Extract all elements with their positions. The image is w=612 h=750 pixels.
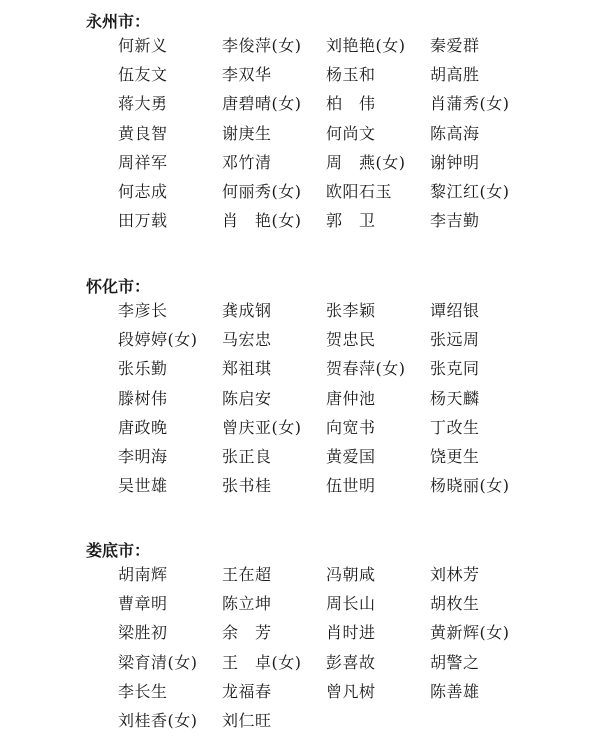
name-entry: 曾庆亚(女) — [222, 417, 302, 437]
section-title: 娄底市： — [86, 541, 151, 560]
name-entry: 何志成 — [118, 181, 168, 201]
name-entry: 张书桂 — [222, 476, 272, 496]
name-entry: 滕树伟 — [118, 388, 168, 408]
name-entry: 伍世明 — [326, 476, 376, 496]
name-entry: 张远周 — [430, 330, 480, 350]
name-entry: 陈启安 — [222, 388, 272, 408]
name-entry: 曹章明 — [118, 594, 168, 614]
name-entry: 蒋大勇 — [118, 94, 168, 114]
name-entry: 杨天麟 — [430, 388, 480, 408]
name-entry: 王在超 — [222, 565, 272, 584]
name-entry: 余 芳 — [222, 623, 272, 643]
section-title: 永州市： — [86, 12, 151, 31]
name-entry: 田万载 — [118, 211, 168, 231]
name-entry: 刘艳艳(女) — [326, 36, 406, 55]
name-entry: 张李颖 — [326, 301, 376, 320]
name-entry: 龙福春 — [222, 681, 272, 701]
name-entry: 马宏忠 — [222, 330, 272, 350]
name-entry: 饶更生 — [430, 446, 480, 466]
name-entry: 谭绍银 — [430, 301, 480, 320]
name-entry: 黄新辉(女) — [430, 623, 510, 643]
name-entry: 丁改生 — [430, 417, 480, 437]
names-grid — [118, 296, 598, 500]
name-entry: 李明海 — [118, 446, 168, 466]
name-entry: 周祥军 — [118, 152, 168, 172]
name-entry: 段婷婷(女) — [118, 330, 198, 350]
name-entry: 何新义 — [118, 36, 168, 55]
name-entry: 周长山 — [326, 594, 376, 614]
name-entry: 陈善雄 — [430, 681, 480, 701]
name-entry: 李吉勤 — [430, 211, 480, 231]
name-entry: 唐政晚 — [118, 417, 168, 437]
name-entry: 周 燕(女) — [326, 152, 406, 172]
name-entry: 张克同 — [430, 359, 480, 379]
name-entry: 吴世雄 — [118, 476, 168, 496]
name-entry: 王 卓(女) — [222, 652, 302, 672]
name-entry: 胡枚生 — [430, 594, 480, 614]
name-entry: 谢庚生 — [222, 123, 272, 143]
name-entry: 龚成钢 — [222, 301, 272, 320]
name-entry: 李双华 — [222, 65, 272, 85]
name-entry: 邓竹清 — [222, 152, 272, 172]
name-entry: 唐碧晴(女) — [222, 94, 302, 114]
name-entry: 胡警之 — [430, 652, 480, 672]
name-entry: 何尚文 — [326, 123, 376, 143]
name-entry: 李彦长 — [118, 301, 168, 320]
name-entry: 柏 伟 — [326, 94, 376, 114]
name-entry: 杨玉和 — [326, 65, 376, 85]
name-entry: 贺忠民 — [326, 330, 376, 350]
name-entry: 秦爱群 — [430, 36, 480, 55]
name-entry: 肖时进 — [326, 623, 376, 643]
name-entry: 梁育清(女) — [118, 652, 198, 672]
name-entry: 刘林芳 — [430, 565, 480, 584]
name-entry: 陈立坤 — [222, 594, 272, 614]
names-grid — [118, 31, 598, 235]
name-entry: 向宽书 — [326, 417, 376, 437]
name-entry: 伍友文 — [118, 65, 168, 85]
name-entry: 唐仲池 — [326, 388, 376, 408]
name-entry: 张正良 — [222, 446, 272, 466]
name-entry: 张乐勤 — [118, 359, 168, 379]
name-entry: 郭 卫 — [326, 211, 376, 231]
name-entry: 刘桂香(女) — [118, 710, 198, 730]
names-grid — [118, 560, 598, 735]
name-entry: 李俊萍(女) — [222, 36, 302, 55]
name-entry: 肖蒲秀(女) — [430, 94, 510, 114]
name-entry: 梁胜初 — [118, 623, 168, 643]
name-entry: 欧阳石玉 — [326, 181, 393, 201]
name-entry: 郑祖琪 — [222, 359, 272, 379]
name-entry: 胡南辉 — [118, 565, 168, 584]
name-entry: 黎江红(女) — [430, 181, 510, 201]
name-entry: 李长生 — [118, 681, 168, 701]
name-entry: 黄良智 — [118, 123, 168, 143]
name-entry: 刘仁旺 — [222, 710, 272, 730]
name-entry: 何丽秀(女) — [222, 181, 302, 201]
section-title: 怀化市： — [86, 277, 151, 296]
name-entry: 彭喜故 — [326, 652, 376, 672]
name-entry: 胡高胜 — [430, 65, 480, 85]
name-entry: 杨晓丽(女) — [430, 476, 510, 496]
name-entry: 陈高海 — [430, 123, 480, 143]
name-entry: 贺春萍(女) — [326, 359, 406, 379]
name-entry: 肖 艳(女) — [222, 211, 302, 231]
name-entry: 冯朝咸 — [326, 565, 376, 584]
name-entry: 黄爱国 — [326, 446, 376, 466]
name-entry: 谢钟明 — [430, 152, 480, 172]
name-entry: 曾凡树 — [326, 681, 376, 701]
